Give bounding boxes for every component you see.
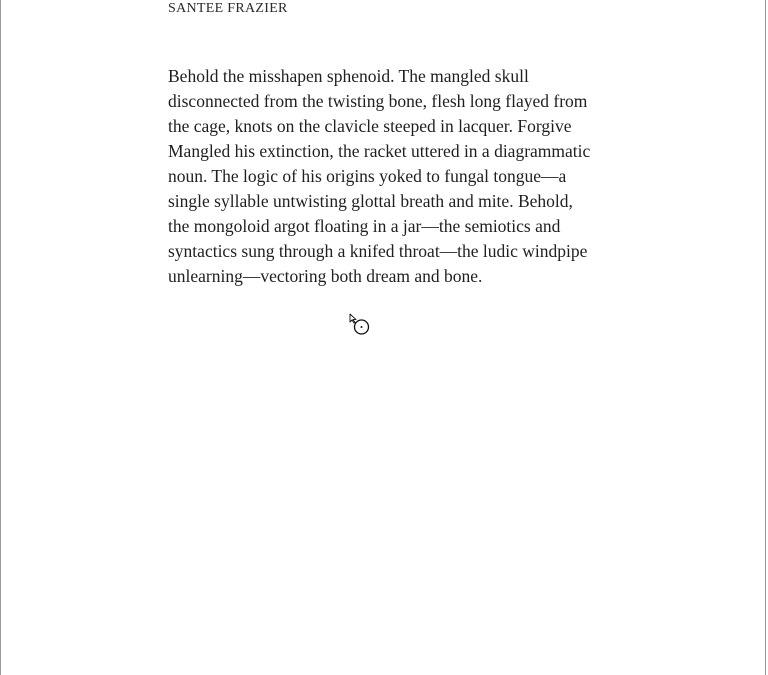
poem-line: Behold the misshapen sphenoid. The mangled skull — [168, 66, 529, 86]
poem-line: Mangled his extinction, the racket uttered in a diagrammatic — [168, 141, 591, 161]
poem-line: the mongoloid argot floating in a jar—the semiotics and — [168, 216, 561, 236]
poem-line: the cage, knots on the clavicle steeped in lacquer. Forgive — [168, 116, 572, 136]
poem-line: unlearning—vectoring both dream and bone. — [168, 266, 483, 286]
poem-line: syntactics sung through a knifed throat—the ludic windpipe — [168, 241, 588, 261]
running-header-author: SANTEE FRAZIER — [168, 1, 288, 16]
poem-line: single syllable untwisting glottal breath and mite. Behold, — [168, 191, 573, 211]
poem-line: disconnected from the twisting bone, flesh long flayed from — [168, 91, 588, 111]
poem-text — [168, 64, 638, 289]
poem-line: noun. The logic of his origins yoked to fungal tongue—a — [168, 166, 567, 186]
busy-cursor-icon — [348, 313, 374, 339]
